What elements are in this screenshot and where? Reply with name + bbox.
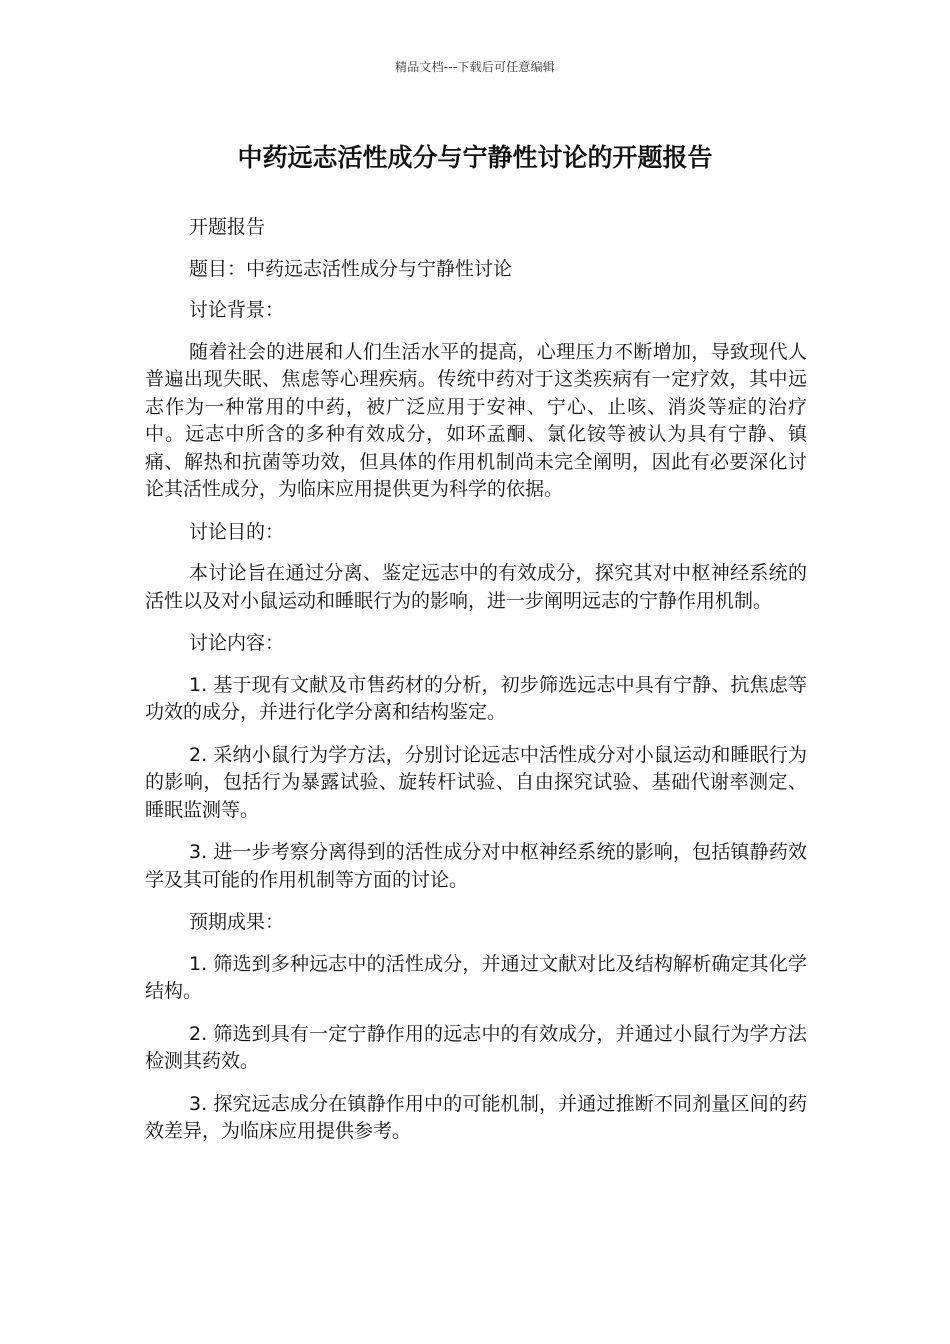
outcome-item: 2. 筛选到具有一定宁静作用的远志中的有效成分，并通过小鼠行为学方法检测其药效。	[145, 1022, 807, 1072]
purpose-heading: 讨论目的：	[189, 520, 285, 543]
header-note: 精品文档---下载后可任意编辑	[395, 60, 555, 74]
content-item: 1. 基于现有文献及市售药材的分析，初步筛选远志中具有宁静、抗焦虑等功效的成分，并进行化学分离和结构鉴定。	[145, 673, 807, 723]
outcome-item: 1. 筛选到多种远志中的活性成分，并通过文献对比及结构解析确定其化学结构。	[145, 952, 807, 1002]
background-paragraph: 随着社会的进展和人们生活水平的提高，心理压力不断增加，导致现代人普遍出现失眠、焦虑等心理疾病。传统中药对于这类疾病有一定疗效，其中远志作为一种常用的中药，被广泛应用于安神、宁心、止咳、消炎等症的治疗中。远志中所含的多种有效成分，如环孟酮、氯化铵等被认为具有宁静、镇痛、解热和抗菌等功效，但具体的作用机制尚未完全阐明，因此有必要深化讨论其活性成分，为临床应用提供更为科学的依据。	[145, 340, 807, 500]
outcome-item: 3. 探究远志成分在镇静作用中的可能机制，并通过推断不同剂量区间的药效差异，为临床应用提供参考。	[145, 1092, 807, 1142]
topic-line: 题目：中药远志活性成分与宁静性讨论	[189, 257, 513, 280]
content-item: 3. 进一步考察分离得到的活性成分对中枢神经系统的影响，包括镇静药效学及其可能的作用机制等方面的讨论。	[145, 841, 807, 891]
document-body	[145, 214, 807, 1161]
content-item: 2. 采纳小鼠行为学方法，分别讨论远志中活性成分对小鼠运动和睡眠行为的影响，包括行为暴露试验、旋转杆试验、自由探究试验、基础代谢率测定、睡眠监测等。	[145, 743, 807, 821]
background-heading: 讨论背景：	[189, 299, 285, 321]
document-title: 中药远志活性成分与宁静性讨论的开题报告	[237, 143, 713, 172]
report-label: 开题报告	[189, 216, 266, 238]
purpose-paragraph: 本讨论旨在通过分离、鉴定远志中的有效成分，探究其对中枢神经系统的活性以及对小鼠运动和睡眠行为的影响，进一步阐明远志的宁静作用机制。	[145, 562, 807, 612]
content-heading: 讨论内容：	[189, 632, 285, 654]
outcome-heading: 预期成果：	[189, 911, 285, 933]
